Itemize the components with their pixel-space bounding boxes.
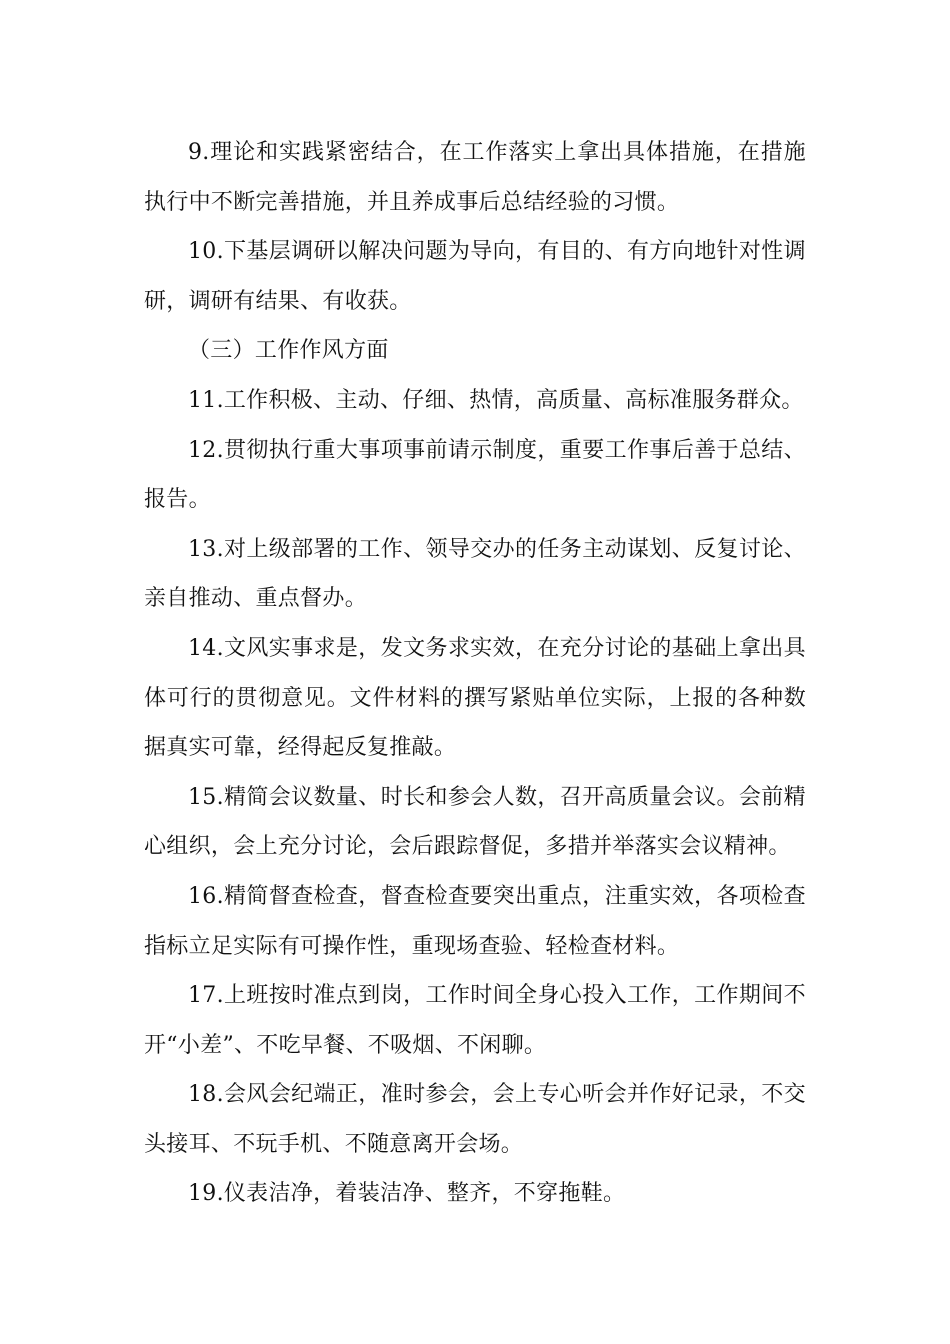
paragraph-item-14: 14.文风实事求是，发文务求实效，在充分讨论的基础上拿出具体可行的贯彻意见。文件材料的撰写紧贴单位实际，上报的各种数据真实可靠，经得起反复推敲。 (144, 635, 806, 761)
paragraph-item-19: 19.仪表洁净，着装洁净、整齐，不穿拖鞋。 (188, 1181, 626, 1207)
paragraph-item-12: 12.贯彻执行重大事项事前请示制度，重要工作事后善于总结、报告。 (144, 437, 806, 513)
paragraph-item-13: 13.对上级部署的工作、领导交办的任务主动谋划、反复讨论、亲自推动、重点督办。 (144, 536, 806, 612)
paragraph-item-16: 16.精简督查检查，督查检查要突出重点，注重实效，各项检查指标立足实际有可操作性，重现场查验、轻检查材料。 (144, 883, 806, 959)
paragraph-item-17: 17.上班按时准点到岗，工作时间全身心投入工作，工作期间不开“小差”、不吃早餐、不吸烟、不闲聊。 (144, 983, 806, 1058)
paragraph-item-9: 9.理论和实践紧密结合，在工作落实上拿出具体措施，在措施执行中不断完善措施，并且养成事后总结经验的习惯。 (144, 140, 806, 215)
paragraph-item-11: 11.工作积极、主动、仔细、热情，高质量、高标准服务群众。 (188, 387, 804, 413)
document-body (144, 128, 806, 1219)
section-heading-work-style: （三）工作作风方面 (188, 338, 389, 364)
paragraph-item-15: 15.精简会议数量、时长和参会人数，召开高质量会议。会前精心组织，会上充分讨论，会后跟踪督促，多措并举落实会议精神。 (144, 784, 806, 860)
paragraph-item-18: 18.会风会纪端正，准时参会，会上专心听会并作好记录，不交头接耳、不玩手机、不随意离开会场。 (144, 1082, 806, 1157)
paragraph-item-10: 10.下基层调研以解决问题为导向，有目的、有方向地针对性调研，调研有结果、有收获。 (144, 239, 806, 314)
